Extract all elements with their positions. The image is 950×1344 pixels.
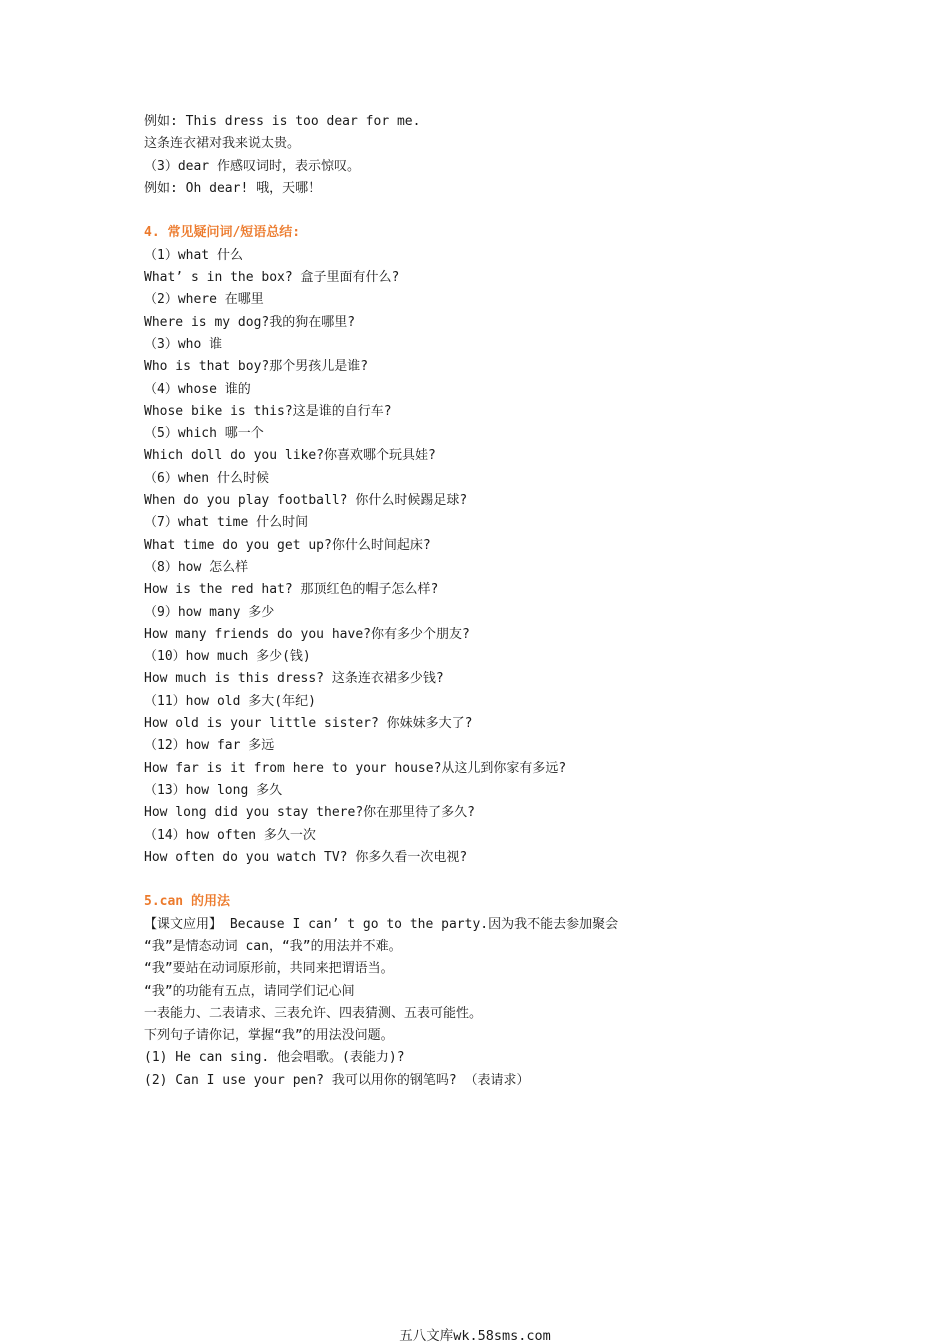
text-line: （9）how many 多少 bbox=[144, 604, 275, 620]
text-line: “我”的功能有五点，请同学们记心间 bbox=[144, 983, 355, 999]
spacer bbox=[144, 869, 844, 891]
text-line: How many friends do you have?你有多少个朋友? bbox=[144, 626, 470, 642]
text-line: Where is my dog?我的狗在哪里? bbox=[144, 314, 356, 330]
page-footer: 五八文库wk.58sms.com bbox=[399, 1328, 551, 1344]
text-line: （4）whose 谁的 bbox=[144, 381, 251, 397]
text-line: How is the red hat? 那顶红色的帽子怎么样? bbox=[144, 582, 439, 598]
text-line: How far is it from here to your house?从这儿到你家有多远? bbox=[144, 760, 567, 776]
text-line: （5）which 哪一个 bbox=[144, 426, 264, 442]
text-line: （3）dear 作感叹词时，表示惊叹。 bbox=[144, 158, 360, 174]
text-line: （1）what 什么 bbox=[144, 247, 243, 263]
text-line: 一表能力、二表请求、三表允许、四表猜测、五表可能性。 bbox=[144, 1005, 483, 1021]
section-5 bbox=[144, 891, 844, 1092]
text-line: How often do you watch TV? 你多久看一次电视? bbox=[144, 849, 468, 865]
text-line: 这条连衣裙对我来说太贵。 bbox=[144, 136, 301, 152]
section-4 bbox=[144, 222, 844, 869]
text-line: 例如: This dress is too dear for me. bbox=[144, 114, 421, 129]
section-heading: 4. 常见疑问词/短语总结: bbox=[144, 225, 301, 241]
intro-block bbox=[144, 111, 844, 200]
text-line: （10）how much 多少(钱) bbox=[144, 649, 311, 665]
text-line: （6）when 什么时候 bbox=[144, 470, 269, 486]
document-body bbox=[144, 111, 844, 1092]
text-line: What’ s in the box? 盒子里面有什么? bbox=[144, 270, 400, 286]
text-line: 【课文应用】 Because I can’ t go to the party.因为我不能去参加聚会 bbox=[144, 916, 619, 932]
text-line: (1) He can sing. 他会唱歌。(表能力)? bbox=[144, 1050, 405, 1066]
text-line: （8）how 怎么样 bbox=[144, 559, 249, 575]
text-line: What time do you get up?你什么时间起床? bbox=[144, 537, 431, 553]
text-line: 下列句子请你记，掌握“我”的用法没问题。 bbox=[144, 1028, 394, 1044]
text-line: 例如: Oh dear! 哦，天哪！ bbox=[144, 180, 322, 196]
text-line: When do you play football? 你什么时候踢足球? bbox=[144, 493, 468, 509]
section-heading: 5.can 的用法 bbox=[144, 894, 230, 910]
text-line: “我”要站在动词原形前，共同来把谓语当。 bbox=[144, 961, 394, 977]
text-line: （3）who 谁 bbox=[144, 336, 223, 352]
text-line: How much is this dress? 这条连衣裙多少钱? bbox=[144, 671, 444, 687]
text-line: “我”是情态动词 can，“我”的用法并不难。 bbox=[144, 938, 402, 954]
text-line: How long did you stay there?你在那里待了多久? bbox=[144, 805, 475, 821]
text-line: Who is that boy?那个男孩儿是谁? bbox=[144, 359, 369, 375]
text-line: （7）what time 什么时间 bbox=[144, 515, 309, 531]
text-line: (2) Can I use your pen? 我可以用你的钢笔吗? （表请求） bbox=[144, 1072, 530, 1088]
text-line: Which doll do you like?你喜欢哪个玩具娃? bbox=[144, 448, 436, 464]
text-line: Whose bike is this?这是谁的自行车? bbox=[144, 403, 392, 419]
spacer bbox=[144, 200, 844, 222]
text-line: How old is your little sister? 你妹妹多大了? bbox=[144, 716, 473, 732]
text-line: （14）how often 多久一次 bbox=[144, 827, 316, 843]
text-line: （2）where 在哪里 bbox=[144, 292, 264, 308]
text-line: （11）how old 多大(年纪) bbox=[144, 693, 316, 709]
text-line: （13）how long 多久 bbox=[144, 782, 283, 798]
text-line: （12）how far 多远 bbox=[144, 738, 275, 754]
